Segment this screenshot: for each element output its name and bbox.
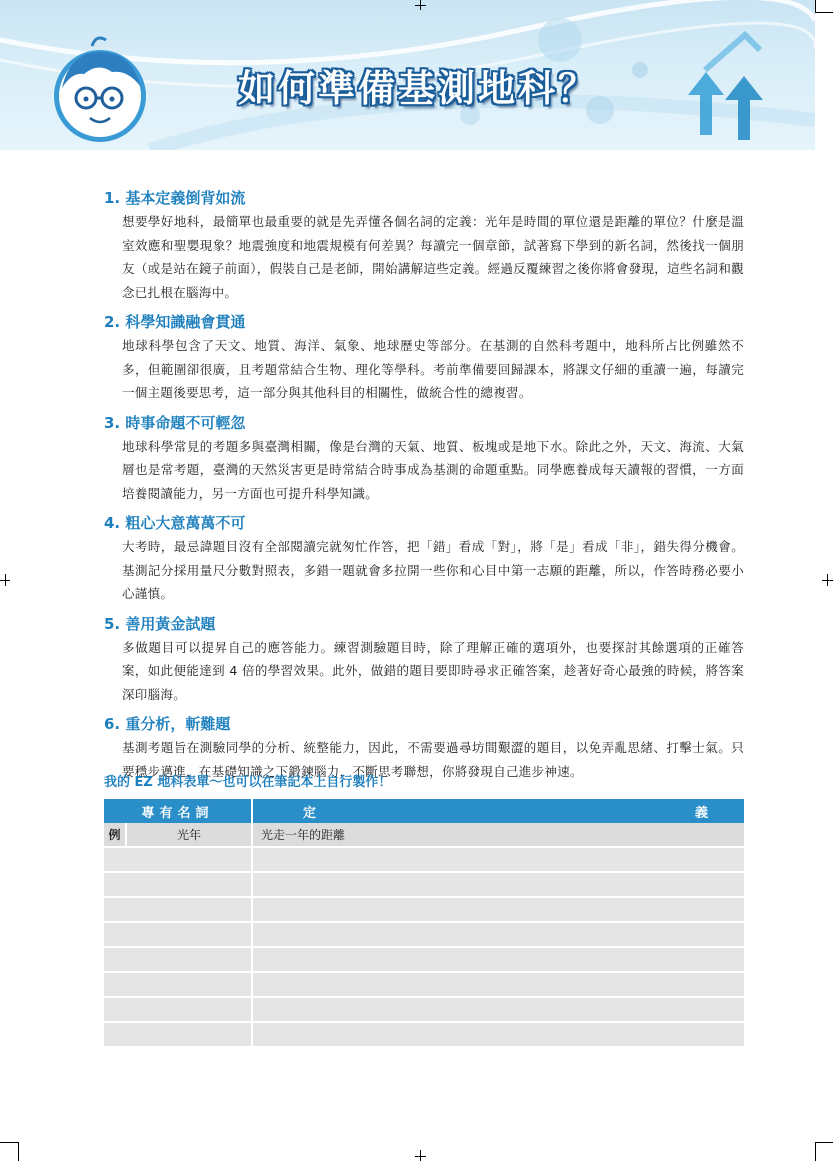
blank-term-cell [104, 847, 252, 872]
header-banner [0, 0, 815, 150]
table-caption: 我的 EZ 地科表單～也可以在筆記本上自行製作！ [104, 775, 392, 790]
tip-section [104, 612, 744, 707]
crop-mark [415, 1156, 426, 1157]
blank-term-cell [104, 872, 252, 897]
crop-mark [415, 5, 426, 6]
example-definition: 光走一年的距離 [252, 823, 744, 847]
page-title: 如何準備基測地科？ [238, 66, 598, 110]
tip-section [104, 411, 744, 506]
tip-body: 基測考題旨在測驗同學的分析、統整能力，因此，不需要過尋坊間艱澀的題目，以免弄亂思緒、打擊士氣。只要穩步邁進，在基礎知識之下鍛鍊腦力，不斷思考聯想，你將發現自己進步神速。 [122, 740, 744, 779]
crop-mark [0, 1142, 18, 1143]
table-row [104, 997, 744, 1022]
blank-definition-cell [252, 872, 744, 897]
tip-section [104, 310, 744, 405]
tips-list [104, 186, 744, 789]
tip-body: 多做題目可以提昇自己的應答能力。練習測驗題目時，除了理解正確的選項外，也要探討其餘選項的正確答案，如此便能達到 4 倍的學習效果。此外，做錯的題目要即時尋求正確答案，趁著好奇心最強的時候，將答案深印腦海。 [122, 639, 744, 702]
tip-section [104, 186, 744, 304]
table-row [104, 872, 744, 897]
header-def-left: 定 [303, 805, 317, 821]
vocab-table [104, 799, 744, 1048]
tip-title: 4. 粗心大意萬萬不可 [104, 514, 246, 532]
tip-title: 6. 重分析，斬難題 [104, 715, 231, 733]
blank-definition-cell [252, 947, 744, 972]
crop-mark [815, 0, 816, 12]
blank-definition-cell [252, 972, 744, 997]
blank-term-cell [104, 922, 252, 947]
tip-body: 大考時，最忌諱題目沒有全部閱讀完就匆忙作答，把「錯」看成「對」，將「是」看成「非」，錯失得分機會。基測記分採用量尺分數對照表，多錯一題就會多拉開一些你和心目中第一志願的距離，所以，作答時務必要小心謹慎。 [122, 539, 744, 601]
tip-body: 地球科學包含了天文、地質、海洋、氣象、地球歷史等部分。在基測的自然科考題中，地科所占比例雖然不多，但範圍卻很廣，且考題常結合生物、理化等學科。考前準備要回歸課本，將課文仔細的重讀一遍，每讀完一個主題後要思考，這一部分與其他科目的相關性，做統合性的總複習。 [122, 338, 744, 400]
crop-mark [815, 1142, 816, 1161]
table-row [104, 1022, 744, 1047]
tip-title: 3. 時事命題不可輕忽 [104, 413, 246, 432]
crop-mark [827, 574, 828, 586]
table-header-row [104, 799, 744, 823]
blank-term-cell [104, 1022, 252, 1047]
crop-mark [815, 12, 833, 13]
tip-body: 地球科學常見的考題多與臺灣相關，像是台灣的天氣、地質、板塊或是地下水。除此之外，天文、海流、大氣層也是常考題，臺灣的天然災害更是時常結合時事成為基測的命題重點。同學應養成每天讀報的習慣，一方面培養閱讀能力，另一方面也可提升科學知識。 [122, 438, 744, 501]
blank-definition-cell [252, 922, 744, 947]
blank-term-cell [104, 897, 252, 922]
arrow-icons [688, 35, 763, 140]
table-row [104, 897, 744, 922]
crop-mark [18, 1142, 19, 1161]
blank-definition-cell [252, 847, 744, 872]
tip-section [104, 511, 744, 606]
header-term: 專有名詞 [104, 799, 252, 823]
tip-body: 想要學好地科，最簡單也最重要的就是先弄懂各個名詞的定義：光年是時間的單位還是距離的單位？什麼是溫室效應和聖嬰現象？地震強度和地震規模有何差異？每讀完一個章節，試著寫下學到的新名詞，然後找一個朋友（或是站在鏡子前面），假裝自己是老師，開始講解這些定義。經過反覆練習之後你將會發現，這些名詞和觀念已扎根在腦海中。 [122, 214, 744, 300]
example-term: 光年 [126, 823, 252, 847]
table-row [104, 922, 744, 947]
blank-definition-cell [252, 897, 744, 922]
tip-title: 2. 科學知識融會貫通 [104, 313, 246, 331]
table-row [104, 972, 744, 997]
blank-term-cell [104, 972, 252, 997]
header-definition [252, 799, 744, 823]
example-label: 例 [104, 823, 126, 847]
crop-mark [815, 1142, 833, 1143]
tip-title: 5. 善用黃金試題 [104, 614, 216, 633]
blank-definition-cell [252, 1022, 744, 1047]
blank-term-cell [104, 947, 252, 972]
header-def-right: 義 [694, 805, 708, 821]
tip-title: 1. 基本定義倒背如流 [104, 189, 246, 207]
crop-mark [5, 574, 6, 586]
table-row-example [104, 823, 744, 847]
table-row [104, 947, 744, 972]
table-row [104, 847, 744, 872]
blank-definition-cell [252, 997, 744, 1022]
blank-term-cell [104, 997, 252, 1022]
